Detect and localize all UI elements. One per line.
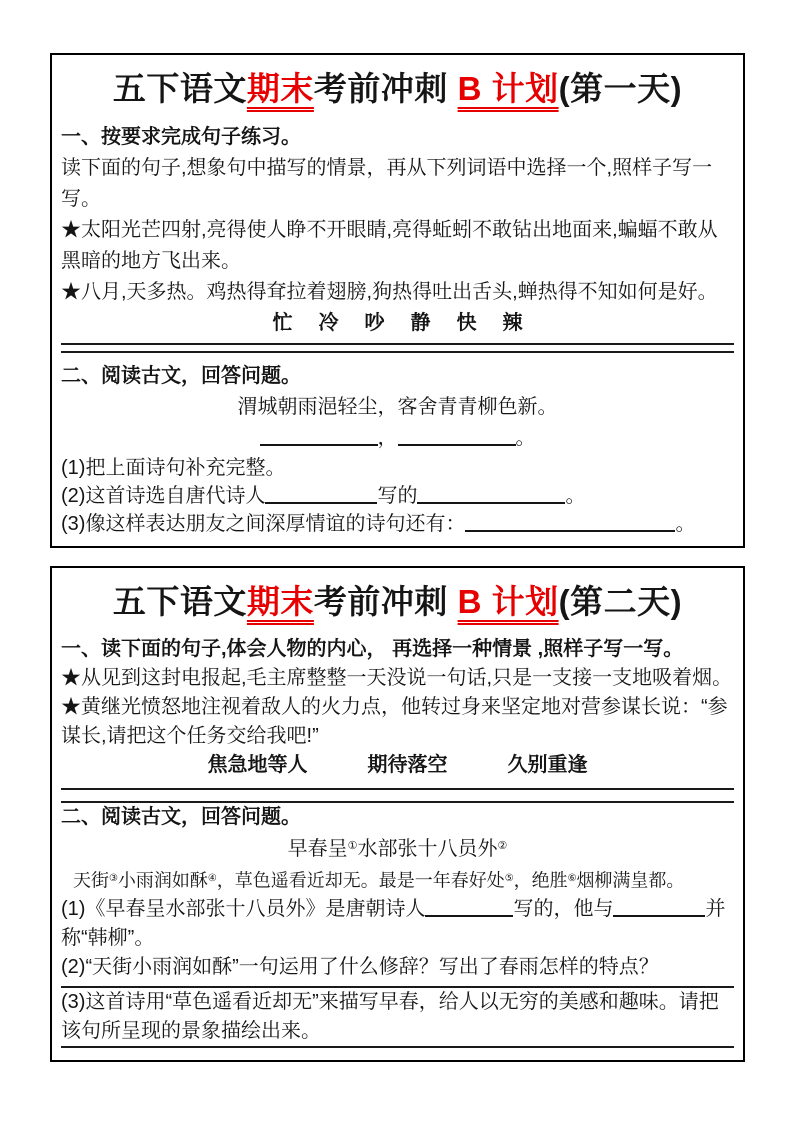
word-option: 辣 — [502, 311, 523, 334]
punctuation: 。 — [515, 427, 536, 449]
example-sentence: ★太阳光芒四射,亮得使人睁不开眼睛,亮得蚯蚓不敢钻出地面来,蝙蝠不敢从黑暗的地方飞出来。 — [61, 218, 718, 272]
section2-heading: 二、阅读古文，回答问题。 — [61, 805, 301, 828]
word-bank — [61, 308, 734, 339]
title-segment: 考前冲刺 — [313, 583, 458, 620]
blank-field — [265, 487, 377, 504]
word-option: 焦急地等人 — [207, 753, 308, 776]
question-1: (1)把上面诗句补充完整。 — [61, 457, 286, 479]
title-highlight-midterm: 期末 — [246, 70, 314, 107]
word-option: 久别重逢 — [507, 753, 588, 776]
footnote-marker: ① — [347, 839, 358, 852]
blank-field — [398, 429, 516, 446]
footnote-marker: ② — [497, 839, 508, 852]
question-text: 并称“韩柳”。 — [61, 898, 726, 949]
word-bank — [61, 751, 734, 780]
fill-blank-row — [61, 423, 734, 454]
question-3: (3)这首诗用“草色遥看近却无”来描写早春，给人以无穷的美感和趣味。请把该句所呈现的景象描绘出来。 — [61, 991, 719, 1042]
question-2 — [61, 482, 734, 510]
title-segment: (第二天) — [558, 583, 683, 620]
word-option: 静 — [410, 311, 431, 334]
poem-line: 渭城朝雨浥轻尘，客舍青青柳色新。 — [237, 396, 558, 418]
answer-line — [61, 1046, 734, 1048]
question-text: 写的 — [377, 485, 418, 507]
question-text: (3)像这样表达朋友之间深厚情谊的诗句还有： — [61, 513, 466, 535]
word-option: 期待落空 — [367, 753, 448, 776]
worksheet-title-day2 — [61, 580, 734, 625]
poem-line — [61, 864, 734, 895]
word-option: 快 — [456, 311, 477, 334]
question-text: (1)《早春呈水部张十八员外》是唐朝诗人 — [61, 898, 426, 920]
word-option: 冷 — [318, 311, 339, 334]
question-1 — [61, 895, 734, 953]
question-3 — [61, 510, 734, 538]
example-sentence: ★从见到这封电报起,毛主席整整一天没说一句话,只是一支接一支地吸着烟。 — [61, 666, 733, 689]
blank-field — [417, 487, 565, 504]
word-option: 吵 — [364, 311, 385, 334]
answer-line — [61, 790, 734, 803]
example-sentence: ★八月,天多热。鸡热得耷拉着翅膀,狗热得吐出舌头,蝉热得不知如何是好。 — [61, 280, 718, 303]
section1-heading: 一、按要求完成句子练习。 — [61, 125, 301, 148]
answer-line — [61, 780, 734, 790]
footnote-marker: ⑥ — [567, 872, 577, 884]
poem-text: 天街 — [73, 870, 109, 890]
worksheet-day1 — [50, 53, 745, 548]
title-segment: 五下语文 — [112, 70, 247, 107]
worksheet-day2 — [50, 566, 745, 1062]
answer-line — [61, 345, 734, 353]
question-2: (2)“天街小雨润如酥”一句运用了什么修辞？写出了春雨怎样的特点？ — [61, 956, 659, 978]
title-highlight-midterm: 期末 — [246, 583, 314, 620]
punctuation: ， — [377, 427, 398, 449]
section1-heading: 一、读下面的句子,体会人物的内心， 再选择一种情景 ,照样子写一写。 — [61, 637, 684, 660]
poem-title — [61, 832, 734, 864]
title-segment: 考前冲刺 — [313, 70, 458, 107]
question-text: (2)这首诗选自唐代诗人 — [61, 485, 266, 507]
title-highlight-plan-b: B 计划 — [457, 70, 559, 107]
poem-text: 烟柳满皇都。 — [576, 870, 685, 890]
blank-field — [260, 429, 378, 446]
blank-field — [613, 900, 705, 917]
title-highlight-plan-b: B 计划 — [457, 583, 559, 620]
blank-field — [465, 515, 675, 532]
footnote-marker: ④ — [207, 872, 217, 884]
blank-field — [425, 900, 513, 917]
worksheet-title-day1 — [61, 67, 734, 112]
footnote-marker: ③ — [109, 872, 118, 884]
title-segment: 五下语文 — [112, 583, 247, 620]
poem-text: ，草色遥看近却无。最是一年春好处 — [216, 870, 505, 890]
question-text: 写的，他与 — [513, 898, 614, 920]
footnote-marker: ⑤ — [504, 872, 514, 884]
section2-heading: 二、阅读古文，回答问题。 — [61, 365, 301, 387]
example-sentence: ★黄继光愤怒地注视着敌人的火力点，他转过身来坚定地对营参谋长说：“参谋长,请把这个任务交给我吧!” — [61, 695, 728, 747]
title-segment: (第一天) — [558, 70, 683, 107]
punctuation: 。 — [565, 485, 586, 507]
punctuation: 。 — [675, 513, 696, 535]
poem-text: 小雨润如酥 — [117, 870, 208, 890]
poem-text: ，绝胜 — [513, 870, 568, 890]
poem-title-text: 水部张十八员外 — [357, 837, 498, 860]
poem-title-text: 早春呈 — [287, 837, 348, 860]
exercise-intro: 读下面的句子,想象句中描写的情景，再从下列词语中选择一个,照样子写一写。 — [61, 156, 713, 210]
word-option: 忙 — [272, 311, 293, 334]
